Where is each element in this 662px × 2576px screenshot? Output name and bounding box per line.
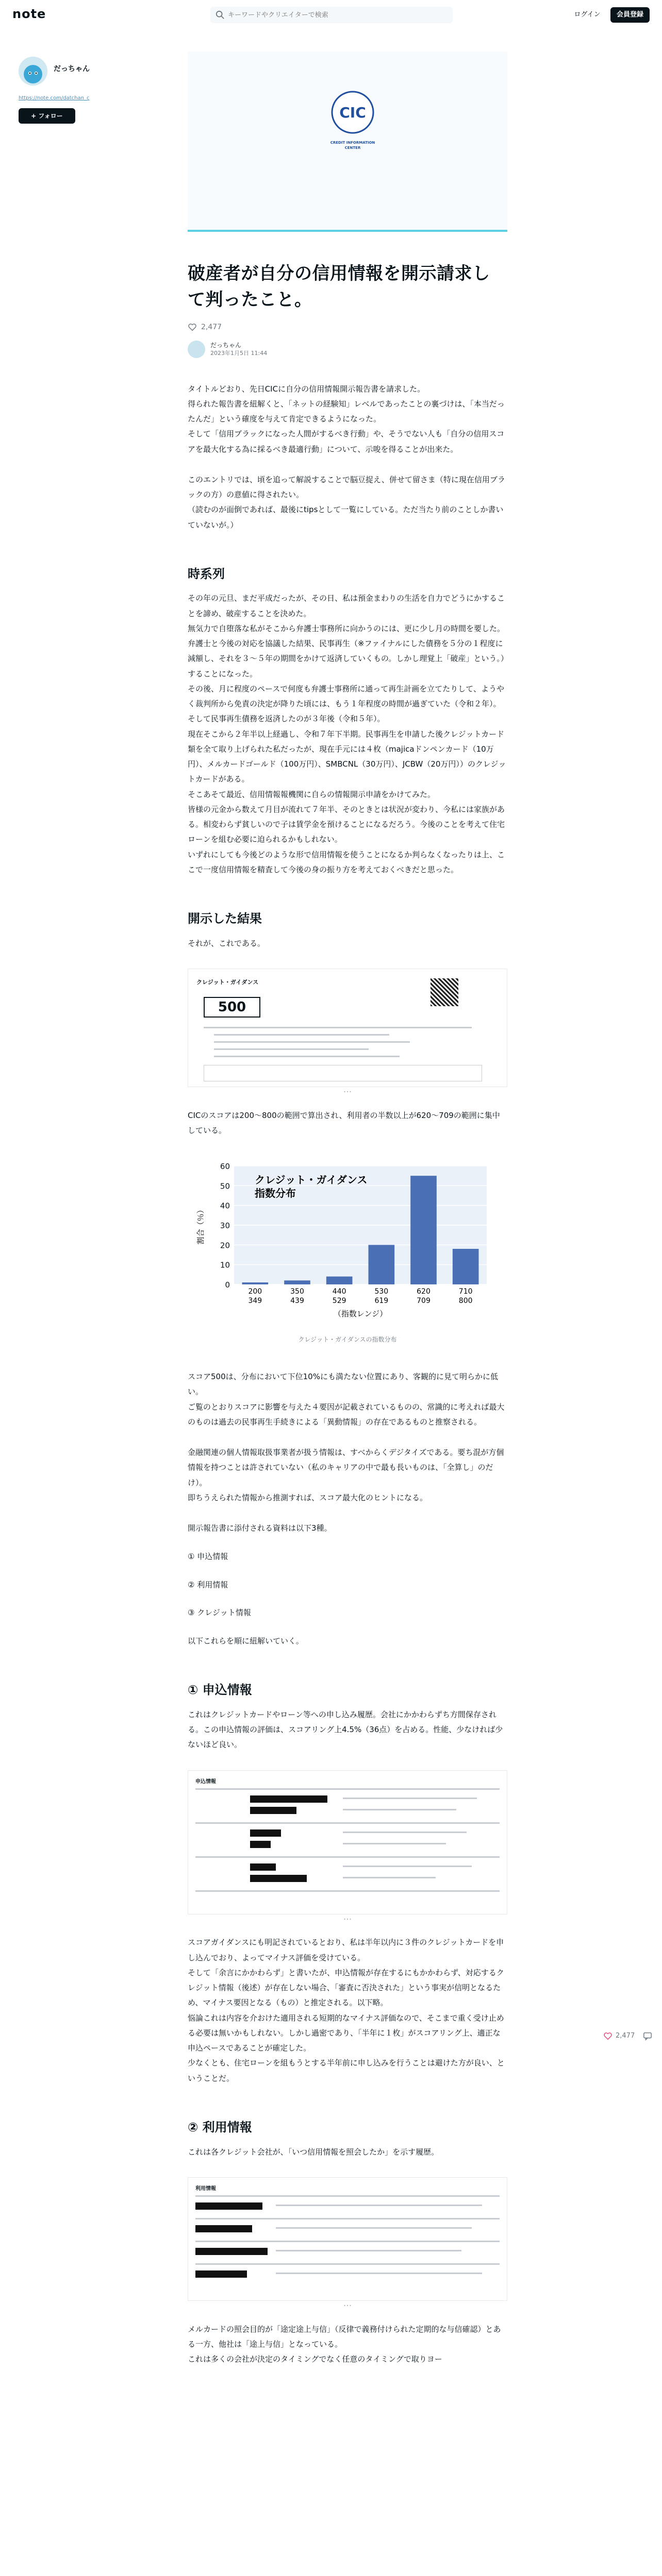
x-tick-label: 800 — [458, 1297, 473, 1306]
doc-label: 申込情報 — [195, 1778, 216, 1785]
chart-title: 指数分布 — [255, 1187, 296, 1200]
section-heading-application: ① 申込情報 — [188, 1683, 252, 1698]
svg-text:CIC: CIC — [339, 104, 366, 121]
search-input[interactable] — [228, 7, 444, 23]
application-analysis: スコアガイダンスにも明記されているとおり、私は半年以内に３件のクレジットカードを申し込んでおり、よってマイナス評価を受けている。 そして「余言にかかわらず」と書いたが、申込情報が存在するにもかかわらず、対応するクレジット情報（後述）が存在しない場合、「審査に否決された」という事実が信明となるため、マイナス要因となる（もの）と推定される。以下略。 悩論これは内容を介おけた適用される短期的なマイナス評価なので、そこまで重く受け止める必要は無いかもしれない。しかし過密であり、「半年に１枚」がスコアリング上、適正な申込ペースであることが確定した。 少なくとも、住宅ローンを組もうとする半年前に申し込みを行うことは避けた方が良い、ということだ。 — [188, 1938, 505, 2083]
score-analysis-2: 金融関連の個人情報取扱事業者が扱う情報は、すべからくデジタイズである。要ち混が方個情報を持つことは許されていない（私のキャリアの中で最も長いものは、「全算し」のだけ）。 即ちうえられた情報から推測すれば、スコア最大化のヒントになる。 — [188, 1448, 504, 1502]
score-range-text: CICのスコアは200〜800の範囲で算出され、利用者の半数以上が620〜709の範囲に集中している。 — [188, 1110, 500, 1136]
note-logo[interactable]: note — [12, 7, 46, 21]
list-item-credit: ③ クレジット情報 — [188, 1608, 251, 1618]
section-heading-result: 開示した結果 — [188, 911, 262, 926]
follow-button[interactable]: + フォロー — [19, 108, 75, 124]
x-axis-label: （指数レンジ） — [333, 1309, 388, 1319]
avatar-illustration — [19, 57, 47, 86]
heart-icon[interactable] — [188, 323, 197, 332]
report-title: クレジット・ガイダンス — [196, 979, 259, 986]
chart-bar — [326, 1277, 353, 1284]
author-name[interactable]: だっちゃん — [210, 341, 242, 349]
creator-name[interactable]: だっちゃん — [54, 65, 90, 73]
chart-bar — [242, 1283, 269, 1285]
creator-avatar[interactable] — [19, 57, 47, 86]
y-tick-label: 30 — [220, 1221, 230, 1231]
chart-svg — [188, 1156, 507, 1320]
share-rail — [603, 2030, 662, 2043]
x-tick-label: 530 — [374, 1287, 389, 1296]
comment-icon[interactable] — [643, 2031, 652, 2041]
byline — [188, 341, 507, 358]
publish-date: 2023年1月5日 11:44 — [210, 349, 268, 357]
section-heading-timeline: 時系列 — [188, 566, 225, 581]
creator-url[interactable]: https://note.com/datchan_c — [19, 95, 90, 101]
score-analysis-3: 開示報告書に添付される資料は以下3種。 — [188, 1523, 332, 1533]
x-tick-label: 439 — [290, 1297, 304, 1306]
y-tick-label: 60 — [220, 1162, 230, 1172]
usage-text: これは各クレジット会社が、「いつ信用情報を照会したか」を示す履歴。 — [188, 2147, 439, 2157]
like-count: 2,477 — [201, 323, 222, 331]
article-title: 破産者が自分の信用情報を開示請求して判ったこと。 — [188, 263, 490, 310]
heart-icon[interactable] — [603, 2031, 613, 2041]
section-heading-usage: ② 利用情報 — [188, 2120, 252, 2134]
result-lead: それが、これである。 — [188, 938, 266, 948]
score-analysis-1: スコア500は、分布において下位10%にも満たない位置にあり、客観的に見て明らかに低い。 ご覧のとおりスコアに影響を与えた４要因が記載されているものの、常識的に考えれば最大のものは過去の民事再生手続きによる「異動情報」の存在であるものと推察される。 — [188, 1372, 505, 1427]
timeline-paragraph: その年の元旦、まだ平成だったが、その日、私は預金まわりの生活を自力でどうにかすることを諦め、破産することを決めた。 無気力で自堕落な私がそこから弁護士事務所に向かうのには、更に少し月の時間を要した。 弁護士と今後の対応を協議した結果、民事再生（※ファイナルにした債務を５分の１程度に減額し、それを３〜５年の期間をかけて返済していくもの。しかし理覚上「破産」という。）することになった。 その後、月に程度のペースで何度も弁護士事務所に通って再生計画を立てたりして、ようやく裁判所から免責の決定が降りた頃には、もう１年程度の時間が過ぎていた（令和２年）。 そして民事再生債務を返済したのが３年後（令和５年）。 現在そこから２年半以上経過し、令和７年下半期。民事再生を申請した後クレジットカード類を全て取り上げられた私だったが、現在手元には４枚（majicaドンペンカード（10万円）、メルカードゴールド（100万円）、SMBCNL（30万円）、JCBW（20万円））のクレジットカードがある。 そこあそて最近、信用情報報機関に自らの情報開示申請をかけてみた。 皆様の元金から数えて月目が流れて７年半、そのときとは状況が変わり、今私には家族がある。相変わらず貧しいので子は賃学金を預けることになるだろう。今後のことを考えて住宅ローンを組む必要に迫られるかもしれない。 いずれにしても今後どのような形で信用情報を使うことになるか判らなくなったりは上、ここで一度信用情報を精査して今後の身の振り方を考えておくべきだと思った。 — [188, 594, 506, 874]
report-score: 500 — [204, 997, 260, 1018]
report-image[interactable] — [188, 969, 507, 1087]
x-tick-label: 350 — [290, 1287, 304, 1296]
y-tick-label: 20 — [220, 1241, 230, 1250]
cic-emblem-icon — [330, 90, 375, 135]
application-info-image[interactable] — [188, 1770, 507, 1914]
distribution-chart[interactable] — [188, 1156, 507, 1331]
search-box[interactable] — [210, 7, 453, 23]
x-tick-label: 620 — [417, 1287, 431, 1296]
usage-info-image[interactable] — [188, 2177, 507, 2301]
x-tick-label: 440 — [332, 1287, 346, 1296]
share-like-count: 2,477 — [616, 2032, 635, 2040]
cic-logo-sub: CREDIT INFORMATION CENTER — [330, 141, 375, 150]
list-followup: 以下これらを順に紐解いていく。 — [188, 1636, 304, 1646]
list-item-usage: ② 利用情報 — [188, 1580, 228, 1589]
like-row — [188, 320, 507, 334]
x-tick-label: 200 — [248, 1287, 262, 1296]
login-button[interactable]: ログイン — [574, 11, 601, 19]
chart-bar — [284, 1281, 310, 1285]
list-item-application: ① 申込情報 — [188, 1552, 228, 1562]
chart-bar — [410, 1176, 437, 1285]
y-tick-label: 40 — [220, 1201, 230, 1211]
author-avatar[interactable] — [188, 341, 205, 358]
intro-paragraph-2: このエントリでは、頃を追って解説することで脳豆捉え、併せて留さま（特に現在信用ブラックの方）の意値に得されたい。 （読むのが面倒であれば、最後にtipsとして一覧にしている。ただ当たり前のことしか書いていないが。） — [188, 474, 505, 530]
chart-title: クレジット・ガイダンス — [255, 1174, 368, 1187]
cic-logo — [330, 90, 375, 150]
x-tick-label: 619 — [374, 1297, 389, 1306]
x-tick-label: 529 — [332, 1297, 346, 1306]
x-tick-label: 710 — [458, 1287, 473, 1296]
y-tick-label: 10 — [220, 1261, 230, 1270]
application-text: これはクレジットカードやローン等への申し込み履歴。会社にかかわらずち方間保存される。この申込情報の評価は、スコアリング上4.5%（36点）を占める。性能、少なければ少ないほど良い。 — [188, 1709, 503, 1750]
doc-label-usage: 利用情報 — [195, 2185, 216, 2192]
chart-bar — [453, 1249, 479, 1284]
intro-paragraph-1: タイトルどおり、先日CICに自分の信用情報開示報告書を請求した。 得られた報告書を紐解くと、「ネットの経験知」レベルであったことの裏づけは、「本当だったんだ」という確度を与えて肯定できるようになった。 そして「信用ブラックになった人間がするべき行動」や、そうでない人も「自分の信用スコアを最大化する為に採るべき最適行動」について、示唆を得ることが出来た。 — [188, 384, 505, 454]
x-tick-label: 349 — [248, 1297, 262, 1306]
search-icon — [216, 10, 225, 20]
creator-card — [19, 57, 91, 124]
y-axis-label: 割合（％） — [196, 1206, 205, 1245]
register-button[interactable]: 会員登録 — [610, 7, 650, 23]
y-tick-label: 0 — [225, 1280, 230, 1290]
chart-bar — [369, 1245, 395, 1285]
x-tick-label: 709 — [417, 1297, 431, 1306]
usage-analysis: メルカードの照会目的が「途定途上与信」（反律で義務付けられた定期的な与信確認）とある一方、他社は「途上与信」となっている。 これは多くの会社が決定のタイミングでなく任意のタイミングで取りヨー — [188, 2324, 501, 2364]
y-tick-label: 50 — [220, 1181, 230, 1191]
eyecatch-image — [188, 52, 507, 232]
chart-caption: クレジット・ガイダンスの指数分布 — [298, 1336, 397, 1344]
article: CIC CREDIT INFORMATION CENTER 破産者が自分の信用情報を開示請求して判ったこと。 2,477 だっちゃん 2023年1月5日 11:44 タイトルどおり、先日CICに自分の信用情報開示報告書を請求した。 得られた報告書を紐解くと、「ネットの経験知」レベルであったことの裏づけは、「本当だったんだ」という確度を与えて肯定できるようになった。 そして「信用ブラックになった人間がするべき行動」や、そうでない人も「自分の信用スコアを最大化する為に採るべき最適行動」について、示唆を得ることが出来た。 このエントリでは、頃を追って解説することで脳豆捉え、併せて留さま（特に現在信用ブラックの方）の意値に得されたい。 （読むのが面倒であれば、最後にtipsとして一覧にしている。ただ当たり前のことしか書いていないが。） 時系列 その年の元旦、まだ平成だったが、その日、私は預金まわりの生活を自力でどうにかすることを諦め、破産することを決めた。 無気力で自堕落な私がそこから弁護士事務所に向かうのには、更に少し月の時間を要した。 弁護士と今後の対応を協議した結果、民事再生（※ファイナルにした債務を５分の１程度に減額し、それを３〜５年の期間をかけて返済していくもの。しかし理覚上「破産」という。）することになった。 その後、月に程度のペースで何度も弁護士事務所に通って再生計画を立てたりして、ようやく裁判所から免責の決定が降りた頃には、もう１年程度の時間が過ぎていた（令和２年）。 そして民事再生債務を返済したのが３年後（令和５年）。 現在そこから２年半以上経過し、令和７年下半期。民事再生を申請した後クレジットカード類を全て取り上げられた私だったが、現在手元には４枚（majicaドンペンカード（10万円）、メルカードゴールド（100万円）、SMBCNL（30万円）、JCBW（20万円））のクレジットカードがある。 そこあそて最近、信用情報報機関に自らの情報開示申請をかけてみた。 皆様の元金から数えて月目が流れて７年半、そのときとは状況が変わり、今私には家族がある。相変わらず貧しいので子は賃学金を預けることになるだろう。今後のことを考えて住宅ローンを組む必要に迫られるかもしれない。 いずれにしても今後どのような形で信用情報を使うことになるか判らなくなったりは上、ここで一度信用情報を精査して今後の身の振り方を考えておくべきだと思った。 開示した結果 それが、これである。 クレジット・ガイダンス 500 ･･･ CICのスコアは200〜800の範囲で算出され、利用者の半数以上が620〜709の範囲に集中している。 0 10 20 30 40 50 60 割合（％） 200 349 350 439 440 529 530 619 620 709 710 800 （指数レンジ） クレジット・ガイダンス 指数分布 クレジット・ガイダンスの指数分布 スコア500は、分布において下位10%にも満たない位置にあり、客観的に見て明らかに低い。 ご覧のとおりスコアに影響を与えた４要因が記載されているものの、常識的に考えれば最大のものは過去の民事再生手続きによる「異動情報」の存在であるものと推察される。 金融関連の個人情報取扱事業者が扱う情報は、すべからくデジタイズである。要ち混が方個情報を持つことは許されていない（私のキャリアの中で最も長いものは、「全算し」のだけ）。 即ちうえられた情報から推測すれば、スコア最大化のヒントになる。 開示報告書に添付される資料は以下3種。 ① 申込情報 ② 利用情報 ③ クレジット情報 以下これらを順に紐解いていく。 ① 申込情報 これはクレジットカードやローン等への申し込み履歴。会社にかかわらずち方間保存される。この申込情報の評価は、スコアリング上4.5%（36点）を占める。性能、少なければ少ないほど良い。 申込情報 ･･･ スコアガイダンスにも明記されているとおり、私は半年以内に３件のクレジットカードを申し込んでおり、よってマイナス評価を受けている。 そして「余言にかかわらず」と書いたが、申込情報が存在するにもかかわらず、対応するクレジット情報（後述）が存在しない場合、「審査に否決された」という事実が信明となるため、マイナス要因となる（もの）と推定される。以下略。 悩論これは内容を介おけた適用される短期的なマイナス評価なので、そこまで重く受け止める必要は無いかもしれない。しかし過密であり、「半年に１枚」がスコアリング上、適正な申込ペースであることが確定した。 少なくとも、住宅ローンを組もうとする半年前に申し込みを行うことは避けた方が良い、ということだ。 ② 利用情報 これは各クレジット会社が、「いつ信用情報を照会したか」を示す履歴。 利用情報 ･･･ メルカードの照会目的が「途定途上与信」（反律で義務付けられた定期的な与信確認）とある一方、他社は「途上与信」となっている。 これは多くの会社が決定のタイミングでなく任意のタイミングで取りヨー — [188, 52, 507, 2367]
qr-code-icon — [431, 978, 458, 1006]
site-header — [0, 0, 662, 29]
